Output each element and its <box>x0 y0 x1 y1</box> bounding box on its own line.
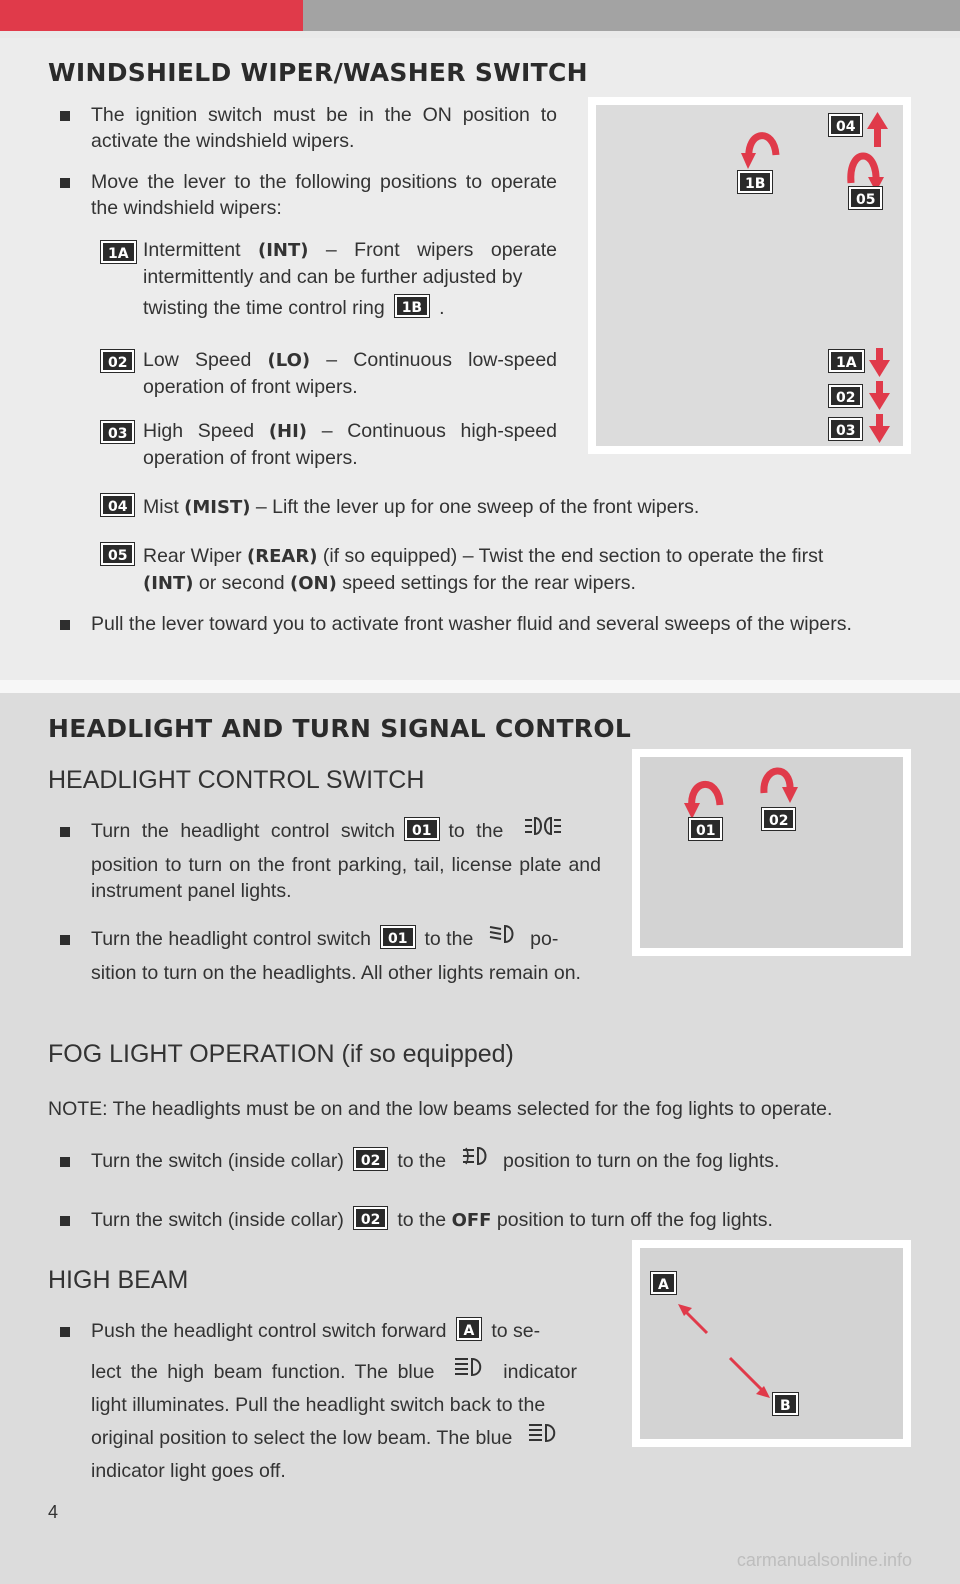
badge-05: 05 <box>101 543 134 565</box>
down-arrow-stem <box>876 414 883 428</box>
arrowhead <box>684 803 700 819</box>
headlight-b1-line2: position to turn on the front parking, tail, license plate and instrument panel lights. <box>91 854 601 902</box>
rear-on-code: (ON) <box>289 573 337 594</box>
headlight-icon <box>487 923 517 945</box>
f2-text-c: position to turn off the fog lights. <box>496 1209 773 1231</box>
top-bar-accent <box>0 0 303 31</box>
high-beam-line2 <box>91 1359 601 1385</box>
diagram-badge-03: 03 <box>829 418 862 440</box>
wiper-rear-description <box>143 543 913 597</box>
wiper-int-ring-line: twisting the time control ring 1B . <box>143 297 445 319</box>
h-text-b: to se- <box>491 1320 541 1342</box>
high-beam-icon <box>526 1422 560 1444</box>
wiper-bullet-washer: Pull the lever toward you to activate front washer fluid and several sweeps of the wipers. <box>91 613 852 635</box>
f2-text-b: to the <box>397 1209 447 1231</box>
section-divider <box>0 680 960 693</box>
fog-bullet-off <box>91 1207 921 1234</box>
arrowhead <box>782 787 798 803</box>
badge-1a: 1A <box>101 241 136 263</box>
int-ring-text: twisting the time control ring <box>143 297 385 319</box>
arrowhead <box>741 153 756 169</box>
diagram-badge-a: A <box>651 1272 676 1294</box>
down-arrow-stem <box>876 381 883 395</box>
high-beam-diagram-arrows <box>640 1248 903 1439</box>
rear-desc-2: or second <box>198 572 285 594</box>
headlight-diagram <box>632 749 911 956</box>
rear-label: Rear Wiper <box>143 545 242 567</box>
high-beam-icon <box>452 1356 486 1378</box>
rear-desc: (if so equipped) – Twist the end section to operate the first <box>322 545 824 567</box>
diagram-badge-b: B <box>773 1393 798 1415</box>
bullet-marker <box>60 827 70 837</box>
headlight-section-title: HEADLIGHT AND TURN SIGNAL CONTROL <box>48 714 632 743</box>
hi-code: (HI) <box>268 421 308 442</box>
badge-03: 03 <box>101 421 134 443</box>
diagram-badge-02: 02 <box>762 808 795 830</box>
parking-lights-icon <box>523 815 563 837</box>
headlight-switch-heading: HEADLIGHT CONTROL SWITCH <box>48 766 425 794</box>
bullet-marker <box>60 1327 70 1337</box>
back-arrow-line <box>730 1358 762 1390</box>
diagram-badge-04: 04 <box>829 114 862 136</box>
wiper-lo-description <box>143 347 557 400</box>
down-arrow-head <box>869 360 890 377</box>
lo-desc: – Continuous low-speed operation of front wipers. <box>143 349 558 398</box>
up-arrow-head <box>867 112 888 129</box>
badge-02: 02 <box>354 1148 387 1170</box>
badge-01: 01 <box>381 926 414 948</box>
b1-text-b: to the <box>448 820 504 842</box>
headlight-b2-line1 <box>91 926 601 952</box>
bullet-marker <box>60 1216 70 1226</box>
badge-02: 02 <box>354 1207 387 1229</box>
int-label: Intermittent <box>143 239 241 261</box>
diagram-badge-05: 05 <box>849 187 882 209</box>
high-beam-line1 <box>91 1318 601 1344</box>
watermark: carmanualsonline.info <box>736 1550 912 1570</box>
lo-label: Low Speed <box>143 349 252 371</box>
diagram-badge-01: 01 <box>689 818 722 840</box>
f1-text-b: to the <box>397 1150 447 1172</box>
diagram-badge-1a: 1A <box>829 350 864 372</box>
headlight-diagram-arrows <box>640 757 903 948</box>
mist-desc: – Lift the lever up for one sweep of the front wipers. <box>255 496 700 518</box>
badge-04: 04 <box>101 494 134 516</box>
fog-light-icon <box>460 1145 490 1167</box>
hi-label: High Speed <box>143 420 255 442</box>
rear-code: (REAR) <box>247 546 318 567</box>
diagram-badge-02: 02 <box>829 385 862 407</box>
mist-label: Mist <box>143 496 179 518</box>
h-text-a: Push the headlight control switch forward <box>91 1320 447 1342</box>
bullet-marker <box>60 1157 70 1167</box>
lo-code: (LO) <box>267 350 311 371</box>
b2-text-a: Turn the headlight control switch <box>91 928 372 950</box>
wiper-section-title: WINDSHIELD WIPER/WASHER SWITCH <box>48 58 588 87</box>
f1-text-c: position to turn on the fog lights. <box>503 1150 780 1172</box>
f2-text-a: Turn the switch (inside collar) <box>91 1209 344 1231</box>
rear-int-code: (INT) <box>143 573 194 594</box>
int-code: (INT) <box>257 240 309 261</box>
page-number: 4 <box>48 1502 59 1522</box>
high-beam-line3: light illuminates. Pull the headlight switch back to the <box>91 1394 546 1416</box>
wiper-diagram <box>588 97 911 454</box>
fog-light-heading: FOG LIGHT OPERATION (if so equipped) <box>48 1040 514 1068</box>
b2-text-b: to the <box>424 928 474 950</box>
hi-desc: – Continuous high-speed operation of front wipers. <box>143 420 557 469</box>
top-bar <box>0 0 960 31</box>
f1-text-a: Turn the switch (inside collar) <box>91 1150 344 1172</box>
down-arrow-head <box>869 393 890 410</box>
fog-bullet-on <box>91 1148 921 1174</box>
b2-text-c: po- <box>530 928 559 950</box>
badge-1b: 1B <box>395 295 429 317</box>
f2-off-code: OFF <box>451 1210 492 1231</box>
headlight-b1-line1 <box>91 818 601 844</box>
h-text-f: original position to select the low beam. The blue <box>91 1427 513 1449</box>
high-beam-line5: indicator light goes off. <box>91 1460 286 1482</box>
forward-arrow-line <box>685 1311 707 1333</box>
up-arrow-stem <box>874 127 881 147</box>
badge-a: A <box>457 1318 482 1340</box>
wiper-bullet-ignition: The ignition switch must be in the ON position to activate the windshield wipers. <box>91 104 557 152</box>
mist-code: (MIST) <box>184 497 251 518</box>
badge-02: 02 <box>101 350 134 372</box>
headlight-b2-line2: sition to turn on the headlights. All other lights remain on. <box>91 962 581 984</box>
diagram-badge-1b: 1B <box>738 171 772 193</box>
badge-01: 01 <box>405 818 438 840</box>
h-text-c: lect the high beam function. The blue <box>91 1361 435 1383</box>
int-desc: – Front wipers operate intermittently and can be further adjusted by <box>143 239 557 288</box>
bullet-marker <box>60 178 70 188</box>
bullet-marker <box>60 620 70 630</box>
bullet-marker <box>60 935 70 945</box>
wiper-hi-description <box>143 418 557 471</box>
b1-text-a: Turn the headlight control switch <box>91 820 396 842</box>
down-arrow-head <box>869 426 890 443</box>
h-text-d: indicator <box>503 1361 577 1383</box>
high-beam-heading: HIGH BEAM <box>48 1266 189 1294</box>
wiper-int-description <box>143 237 557 290</box>
rear-desc-3: speed settings for the rear wipers. <box>342 572 636 594</box>
wiper-mist-description <box>143 494 903 521</box>
fog-note: NOTE: The headlights must be on and the low beams selected for the fog lights to operate. <box>48 1098 833 1120</box>
high-beam-line4 <box>91 1425 601 1451</box>
wiper-bullet-positions: Move the lever to the following positions to operate the windshield wipers: <box>91 171 557 219</box>
down-arrow-stem <box>876 348 883 362</box>
bullet-marker <box>60 111 70 121</box>
